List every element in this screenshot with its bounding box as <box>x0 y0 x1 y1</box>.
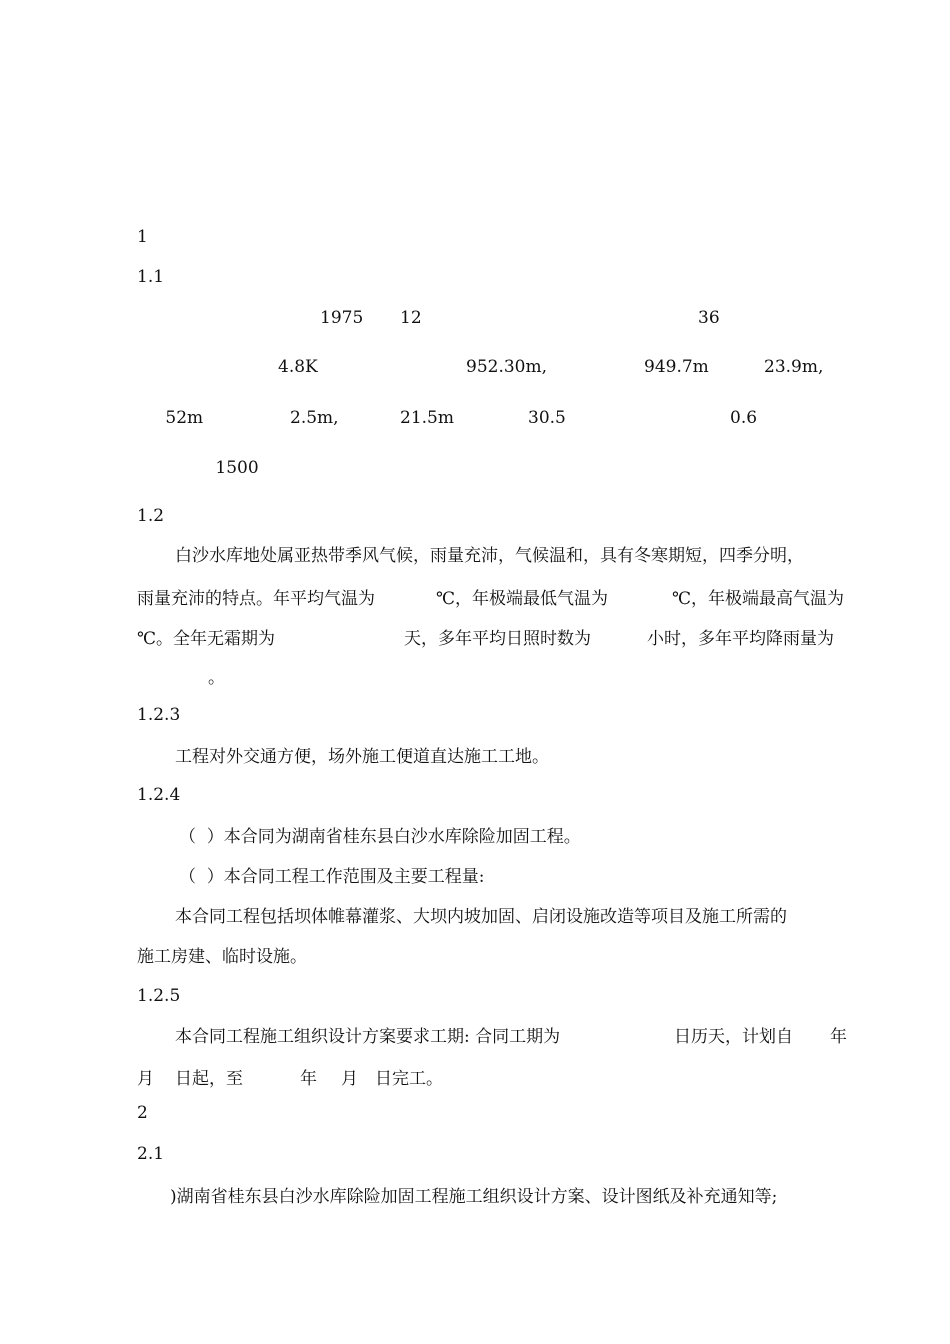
s1-2-5-text: 年 <box>300 1069 317 1089</box>
section-2-heading: 2 <box>137 1103 154 1123</box>
s1-2-text: 雨量充沛的特点。年平均气温为 <box>137 589 375 609</box>
section-1-2-4-heading: 1.2.4 <box>137 785 186 805</box>
s1-2-text: 白沙水库地处属亚热带季风气候，雨量充沛，气候温和，具有冬寒期短，四季分明， <box>175 546 804 566</box>
s2-1-item: )湖南省桂东县白沙水库除险加固工程施工组织设计方案、设计图纸及补充通知等; <box>170 1187 778 1207</box>
s1-2-5-text: 月 <box>137 1069 154 1089</box>
s1-2-5-text: 日完工。 <box>375 1069 443 1089</box>
s1-2-text: 小时，多年平均降雨量为 <box>647 629 834 649</box>
s1-2-5-text: 本合同工程施工组织设计方案要求工期: 合同工期为 <box>175 1027 561 1047</box>
section-1-2-5-heading: 1.2.5 <box>137 986 186 1006</box>
s1-2-text: 天，多年平均日照时数为 <box>404 629 591 649</box>
s1-2-4-item: （ ）本合同为湖南省桂东县白沙水库除险加固工程。 <box>179 827 581 847</box>
s1-2-5-text: 月 <box>341 1069 358 1089</box>
s1-1-text: 21.5m <box>400 408 460 428</box>
s1-2-5-text: 年 <box>830 1027 847 1047</box>
s1-2-4-item: （ ）本合同工程工作范围及主要工程量: <box>179 867 485 887</box>
s1-2-4-text: 本合同工程包括坝体帷幕灌浆、大坝内坡加固、启闭设施改造等项目及施工所需的 <box>175 907 787 927</box>
s1-1-text: 949.7m <box>644 357 715 377</box>
section-2-1-heading: 2.1 <box>137 1144 170 1164</box>
s1-1-text: 952.30m, <box>466 357 548 377</box>
s1-1-text: 1975 <box>320 308 364 328</box>
s1-1-text: 0.6 <box>730 408 763 428</box>
s1-2-5-text: 日起，至 <box>175 1069 243 1089</box>
s1-2-5-text: 日历天，计划自 <box>674 1027 793 1047</box>
section-1-2-3-heading: 1.2.3 <box>137 705 186 725</box>
s1-1-text: 2.5m, <box>290 408 339 428</box>
s1-2-text: ℃。全年无霜期为 <box>137 629 276 649</box>
s1-1-text: 52m <box>160 408 209 428</box>
s1-2-text: ℃，年极端最低气温为 <box>436 589 609 609</box>
section-1-heading: 1 <box>137 227 154 247</box>
s1-2-text: ℃，年极端最高气温为 <box>672 589 845 609</box>
s1-1-text: 23.9m, <box>764 357 824 377</box>
s1-2-4-text: 施工房建、临时设施。 <box>137 947 307 967</box>
s1-1-text: 1500 <box>210 458 259 478</box>
s1-1-text: 36 <box>698 308 720 328</box>
section-1-1-heading: 1.1 <box>137 267 170 287</box>
s1-2-text: 。 <box>208 668 225 688</box>
s1-1-text: 12 <box>400 308 422 328</box>
s1-2-3-text: 工程对外交通方便，场外施工便道直达施工工地。 <box>175 747 549 767</box>
s1-1-text: 30.5 <box>528 408 572 428</box>
section-1-2-heading: 1.2 <box>137 506 170 526</box>
s1-1-text: 4.8K <box>278 357 324 377</box>
